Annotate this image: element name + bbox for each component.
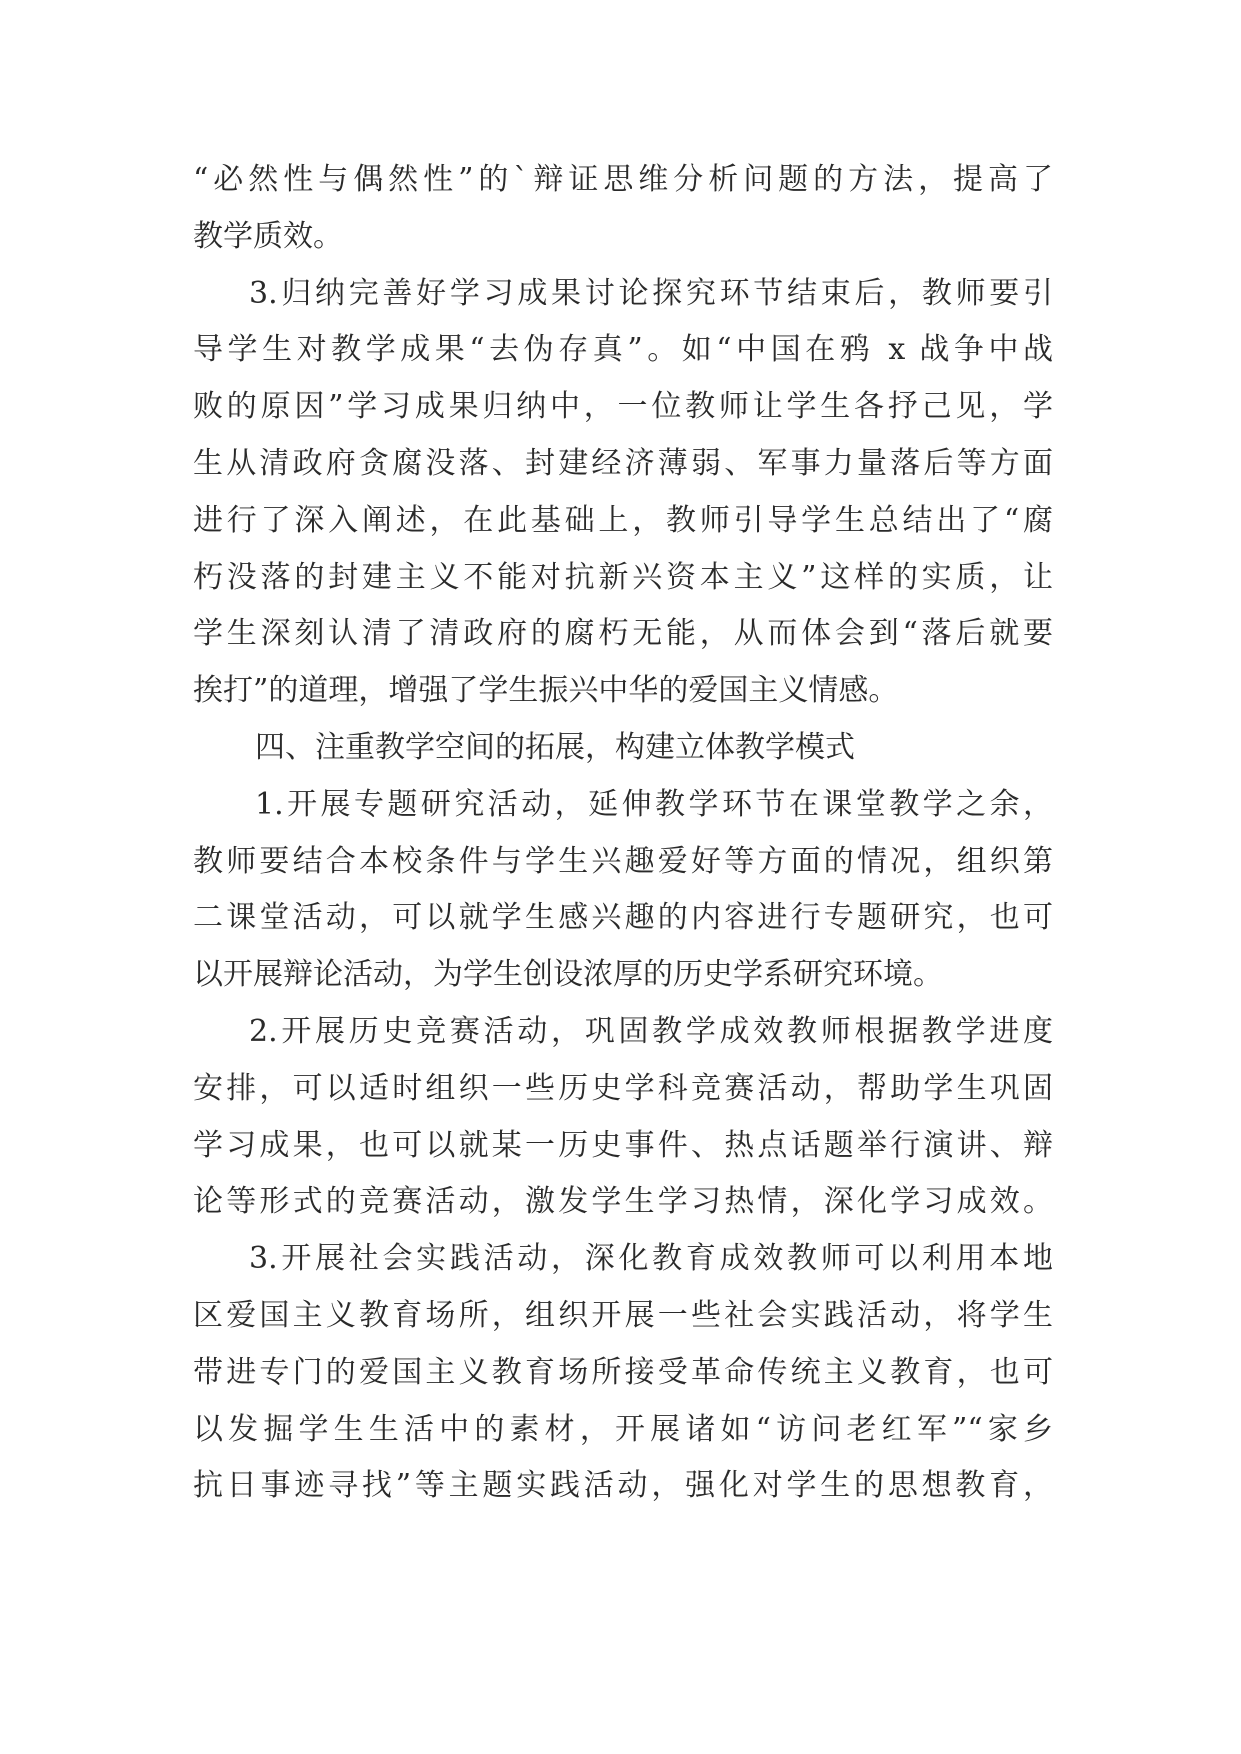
- paragraph-line: 学生深刻认清了清政府的腐朽无能，从而体会到“落后就要: [193, 616, 1053, 652]
- paragraph-line: 挨打”的道理，增强了学生振兴中华的爱国主义情感。: [193, 673, 899, 709]
- paragraph-line: 区爱国主义教育场所，组织开展一些社会实践活动，将学生: [193, 1297, 1053, 1333]
- paragraph-line: 教师要结合本校条件与学生兴趣爱好等方面的情况，组织第: [193, 843, 1053, 879]
- paragraph-line: 安排，可以适时组织一些历史学科竞赛活动，帮助学生巩固: [193, 1070, 1053, 1106]
- paragraph-line: 进行了深入阐述，在此基础上，教师引导学生总结出了“腐: [193, 502, 1053, 538]
- paragraph-line: 学习成果，也可以就某一历史事件、热点话题举行演讲、辩: [193, 1127, 1053, 1163]
- paragraph-line: 教学质效。: [193, 218, 343, 254]
- paragraph-line: 抗日事迹寻找”等主题实践活动，强化对学生的思想教育，: [193, 1468, 1053, 1504]
- paragraph-line: 3.开展社会实践活动，深化教育成效教师可以利用本地: [249, 1241, 1053, 1277]
- paragraph-line: 败的原因”学习成果归纳中，一位教师让学生各抒己见，学: [193, 389, 1053, 425]
- paragraph-line: 导学生对教学成果“去伪存真”。如“中国在鸦 x 战争中战: [193, 332, 1053, 368]
- paragraph-line: 2.开展历史竞赛活动，巩固教学成效教师根据教学进度: [249, 1013, 1053, 1049]
- paragraph-line: 朽没落的封建主义不能对抗新兴资本主义”这样的实质，让: [193, 559, 1053, 595]
- paragraph-line: 带进专门的爱国主义教育场所接受革命传统主义教育，也可: [193, 1354, 1053, 1390]
- paragraph-line: 论等形式的竞赛活动，激发学生学习热情，深化学习成效。: [193, 1184, 1053, 1220]
- paragraph-line: 二课堂活动，可以就学生感兴趣的内容进行专题研究，也可: [193, 900, 1053, 936]
- paragraph-line: 3.归纳完善好学习成果讨论探究环节结束后，教师要引: [249, 275, 1053, 311]
- paragraph-line: 生从清政府贪腐没落、封建经济薄弱、军事力量落后等方面: [193, 445, 1053, 481]
- paragraph-line: 以开展辩论活动，为学生创设浓厚的历史学系研究环境。: [193, 957, 943, 993]
- section-heading: 四、注重教学空间的拓展，构建立体教学模式: [255, 729, 855, 765]
- paragraph-line: 以发掘学生生活中的素材，开展诸如“访问老红军”“家乡: [193, 1411, 1053, 1447]
- paragraph-line: 1.开展专题研究活动，延伸教学环节在课堂教学之余，: [255, 786, 1053, 822]
- paragraph-line: “必然性与偶然性”的`辩证思维分析问题的方法，提高了: [193, 162, 1053, 197]
- document-body: [193, 152, 1053, 1515]
